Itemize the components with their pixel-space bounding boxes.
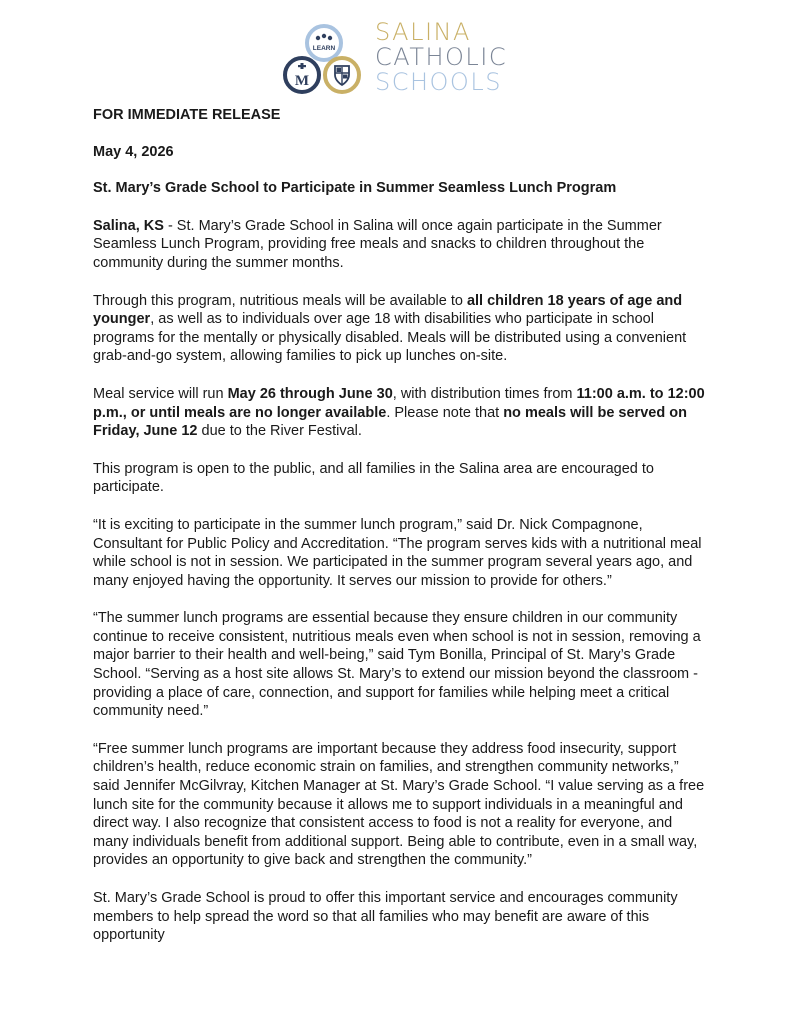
wordmark-schools: SCHOOLS xyxy=(375,68,502,96)
release-label: FOR IMMEDIATE RELEASE xyxy=(93,107,281,123)
intro-text: - St. Mary’s Grade School in Salina will once again participate in the Summer Seamless Lunch Program, providing free meals and snacks to children throughout the community during the summer months. xyxy=(93,217,662,271)
release-body xyxy=(93,106,705,945)
learn-seal-text: LEARN xyxy=(312,45,336,52)
paragraph-eligibility xyxy=(93,292,705,366)
crest-seal-icon xyxy=(323,56,361,94)
schedule-text-2: , with distribution times from xyxy=(392,385,577,402)
eligibility-bold: all children 18 years of age and younger xyxy=(93,292,683,328)
schedule-text-1: Meal service will run xyxy=(93,385,228,402)
wordmark xyxy=(375,20,515,95)
schedule-dates: May 26 through June 30 xyxy=(227,385,393,402)
eligibility-text-1: Through this program, nutritious meals will be available to xyxy=(93,292,467,309)
st-marys-m-seal-icon xyxy=(283,56,321,94)
paragraph-quote-mcgilvray: “Free summer lunch programs are important because they address food insecurity, support children’s health, reduce economic strain on families, and strengthen community networks,” said Jennifer McGilvray, Kitchen Manager at St. Mary’s Grade School. “I value serving as a free lunch site for the community because it allows me to support individuals in a meaningful and direct way. I also recognize that consistent access to food is not a reality for everyone, and many individuals benefit from additional support. Being able to contribute, even in a small way, provides an opportunity to give back and strengthen the community.” xyxy=(93,740,705,869)
paragraph-quote-bonilla: “The summer lunch programs are essential because they ensure children in our community continue to receive consistent, nutritious meals even when school is not in session, removing a major barrier to their health and well-being,” said Tym Bonilla, Principal of St. Mary’s Grade School. “Serving as a host site allows St. Mary’s to extend our mission beyond the classroom - providing a place of care, connection, and support for families while helping meet a critical community need.” xyxy=(93,610,701,720)
paragraph-closing: St. Mary’s Grade School is proud to offer this important service and encourages community members to help spread the word so that all families who may benefit are aware of this opportunity xyxy=(93,890,678,944)
salina-catholic-schools-logo xyxy=(283,20,513,98)
release-date: May 4, 2026 xyxy=(93,143,174,160)
wordmark-catholic: CATHOLIC xyxy=(375,43,508,71)
dateline: Salina, KS xyxy=(93,217,164,234)
eligibility-text-2: , as well as to individuals over age 18 with disabilities who participate in school programs for the mentally or physically disabled. Meals will be distributed using a convenient grab-and-go system, allowing families to pick up lunches on-site. xyxy=(93,311,687,365)
schedule-times: 11:00 a.m. to 12:00 p.m., or until meals are no longer available xyxy=(93,385,705,421)
paragraph-schedule xyxy=(93,385,705,441)
m-seal-text: M xyxy=(294,73,310,89)
paragraph-quote-compagnone: “It is exciting to participate in the summer lunch program,” said Dr. Nick Compagnone, Consultant for Public Policy and Accreditation. “The program serves kids with a nutritional meal while school is not in session. We participated in the summer program several years ago, and many enjoyed having the opportunity. It serves our mission to provide for others.” xyxy=(93,516,702,589)
headline: St. Mary’s Grade School to Participate in Summer Seamless Lunch Program xyxy=(93,180,617,197)
paragraph-public: This program is open to the public, and all families in the Salina area are encouraged to participate. xyxy=(93,460,654,496)
paragraph-intro xyxy=(93,217,705,273)
wordmark-salina: SALINA xyxy=(375,18,471,46)
schedule-text-4: due to the River Festival. xyxy=(197,423,362,440)
schedule-exception: no meals will be served on Friday, June 12 xyxy=(93,404,687,440)
schedule-text-3: . Please note that xyxy=(386,404,504,421)
